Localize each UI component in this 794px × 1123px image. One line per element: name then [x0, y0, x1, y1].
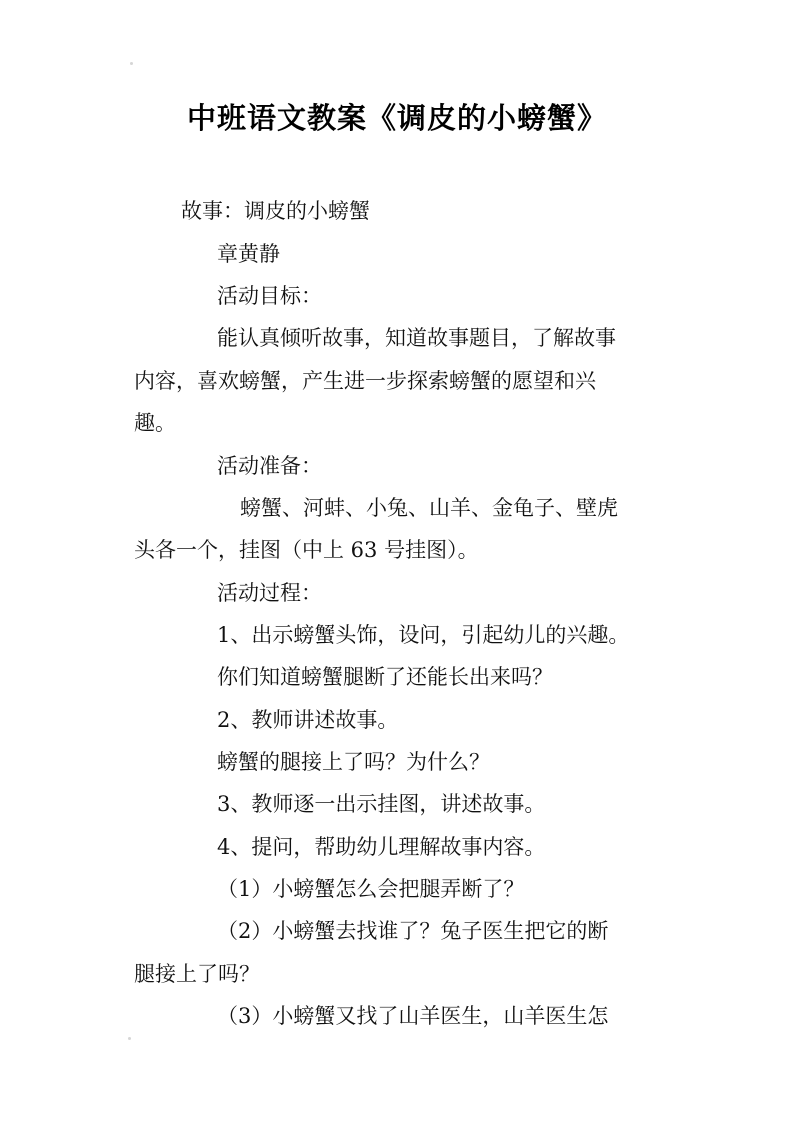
scan-mark: [130, 62, 133, 65]
body-line: 螃蟹的腿接上了吗？为什么？: [217, 750, 490, 774]
scan-mark: [128, 1037, 131, 1040]
page-title: 中班语文教案《调皮的小螃蟹》: [186, 101, 607, 135]
section-heading-preparation: 活动准备：: [217, 454, 322, 478]
step-line: 1、出示螃蟹头饰，设问，引起幼儿的兴趣。: [217, 623, 630, 647]
story-heading: 故事：调皮的小螃蟹: [181, 199, 370, 223]
author-line: 章黄静: [217, 242, 280, 266]
step-line: 2、教师讲述故事。: [217, 708, 399, 732]
question-line: （2）小螃蟹去找谁了？兔子医生把它的断: [217, 919, 609, 943]
body-line: 内容，喜欢螃蟹，产生进一步探索螃蟹的愿望和兴: [134, 369, 596, 393]
section-heading-goals: 活动目标：: [217, 284, 322, 308]
body-line: 螃蟹、河蚌、小兔、山羊、金龟子、壁虎: [240, 496, 618, 520]
body-line: 你们知道螃蟹腿断了还能长出来吗？: [217, 665, 553, 689]
body-line: 趣。: [134, 411, 176, 435]
question-line: （3）小螃蟹又找了山羊医生，山羊医生怎: [217, 1004, 609, 1028]
body-line: 腿接上了吗？: [134, 962, 260, 986]
step-line: 3、教师逐一出示挂图，讲述故事。: [217, 792, 546, 816]
step-line: 4、提问，帮助幼儿理解故事内容。: [217, 835, 546, 859]
body-line: 头各一个，挂图（中上 63 号挂图）。: [134, 538, 479, 562]
question-line: （1）小螃蟹怎么会把腿弄断了？: [217, 877, 525, 901]
section-heading-process: 活动过程：: [217, 581, 322, 605]
body-line: 能认真倾听故事，知道故事题目，了解故事: [217, 326, 616, 350]
